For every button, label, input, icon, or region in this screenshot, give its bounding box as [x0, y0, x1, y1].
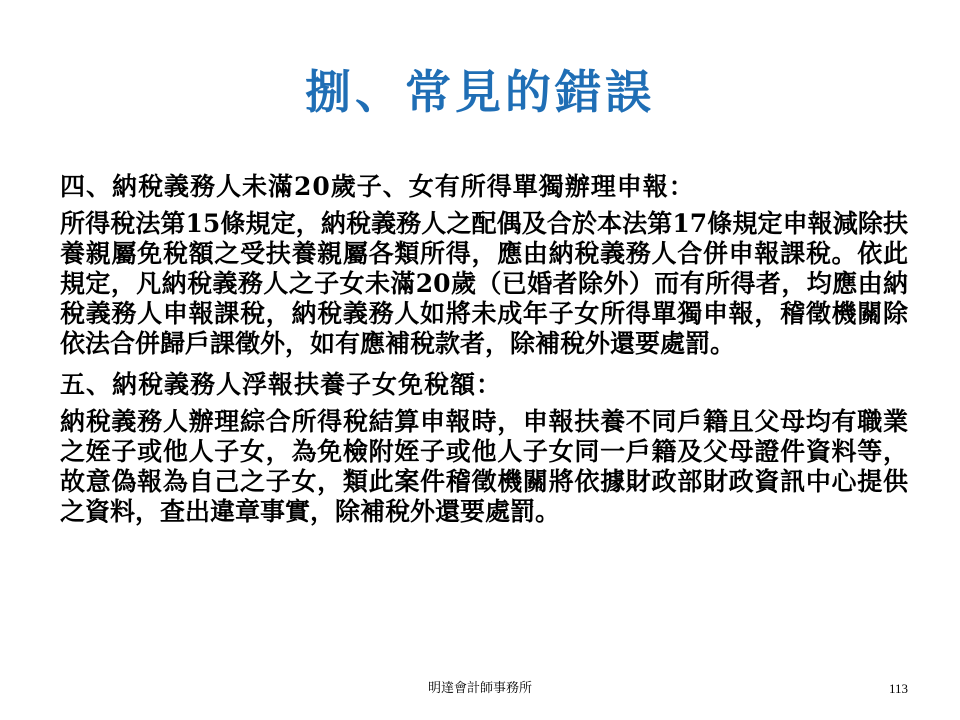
section-heading-4: 四、納稅義務人未滿20歲子、女有所得單獨辦理申報： [60, 172, 695, 201]
slide-content [60, 170, 908, 536]
footer-firm-name: 明達會計師事務所 [427, 681, 532, 696]
section-body-5: 納稅義務人辦理綜合所得稅結算申報時，申報扶養不同戶籍且父母均有職業之姪子或他人子女，為免檢附姪子或他人子女同一戶籍及父母證件資料等，故意偽報為自己之子女，類此案件稽徵機關將依據財政部財政資訊中心提供之資料，查出違章事實，除補稅外還要處罰。 [60, 407, 908, 526]
section-heading-5: 五、納稅義務人浮報扶養子女免稅額： [60, 370, 503, 399]
slide-title: 捌、常見的錯誤 [305, 65, 655, 119]
footer-page-number: 113 [888, 681, 908, 696]
section-body-4: 所得稅法第15條規定，納稅義務人之配偶及合於本法第17條規定申報減除扶養親屬免稅額之受扶養親屬各類所得，應由納稅義務人合併申報課稅。依此規定，凡納稅義務人之子女未滿20歲（已婚者除外）而有所得者，均應由納稅義務人申報課稅，納稅義務人如將未成年子女所得單獨申報，稽徵機關除依法合併歸戶課徵外，如有應補稅款者，除補稅外還要處罰。 [60, 209, 908, 358]
